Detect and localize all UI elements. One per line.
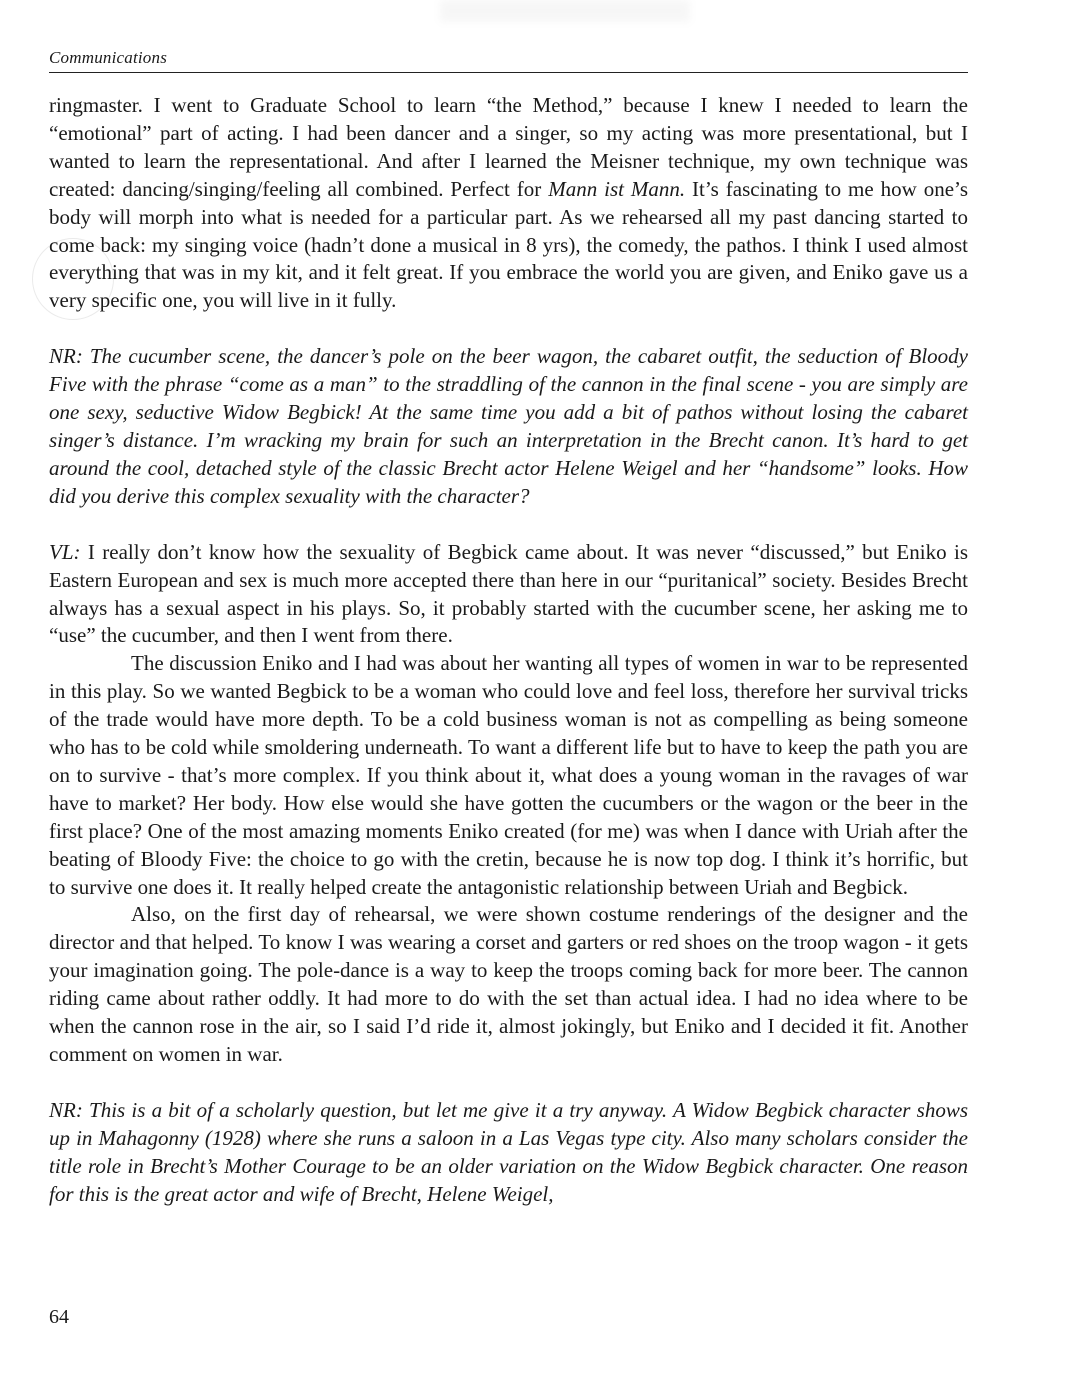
paragraph-spacer	[49, 1069, 968, 1097]
paragraph-answer-continued-2	[49, 901, 968, 1068]
text-run: The discussion Eniko and I had was about her wanting all types of women in war to be represented in this play. So we wanted Begbick to be a woman who could love and feel loss, therefore her survival tricks of the trade would have more depth. To be a cold business woman is not as compelling as being someone who has to be cold while smoldering underneath. To want a different life but to have to keep the path you are on to survive - that’s more complex. If you think about it, what does a young woman in the ravages of war have to market? Her body. How else would she have gotten the cucumbers or the wagon or the beer in the first place? One of the most amazing moments Eniko created (for me) was when I dance with Uriah after the beating of Bloody Five: the choice to go with the cretin, because he is now top dog. I think it’s horrific, but to survive one does it. It really helped create the antagonistic relationship between Uriah and Begbick.	[49, 651, 968, 899]
speaker-label-vl: VL:	[49, 539, 81, 564]
paragraph-question-nr-2	[49, 1097, 968, 1209]
running-header-title: Communications	[49, 48, 168, 67]
paragraph-answer-continued-1	[49, 650, 968, 901]
scan-bleed-through	[440, 0, 690, 22]
paragraph-answer-vl	[49, 539, 968, 651]
play-title-mann-ist-mann: Mann ist Mann.	[548, 176, 686, 201]
text-run: ringmaster. I went to Graduate School to learn “the Method,” because I knew I needed to learn the “emotional” part of acting. I had been dancer and a singer, so my acting was more presentational, but I wanted to learn the representational. And after I learned the Meisner technique, my own technique was created: dancing/singing/feeling all combined. Perfect for	[49, 93, 968, 201]
text-run: It’s fascinating to me how one’s body will morph into what is needed for a particular part. As we rehearsed all my past dancing started to come back: my singing voice (hadn’t done a musical in 8 yrs), the comedy, the pathos. I think I used almost everything that was in my kit, and it felt great. If you embrace the world you are given, and Eniko gave us a very specific one, you will live in it fully.	[49, 176, 969, 313]
paragraph-spacer	[49, 511, 968, 539]
article-body	[49, 92, 968, 1209]
paragraph-question-nr-1	[49, 343, 968, 510]
header-rule	[49, 72, 968, 73]
text-run: Also, on the first day of rehearsal, we were shown costume renderings of the designer and the director and that helped. To know I was wearing a corset and garters or red shoes on the troop wagon - it gets your imagination going. The pole-dance is a way to keep the troops coming back for more beer. The cannon riding came about rather oddly. It had more to do with the set than actual idea. I had no idea where to be when the cannon rose in the air, so I said I’d ride it, almost jokingly, but Eniko and I decided it fit. Another comment on women in war.	[49, 902, 968, 1066]
paragraph-spacer	[49, 315, 968, 343]
text-run: NR: This is a bit of a scholarly question, but let me give it a try anyway. A Widow Begbick character shows up in Mahagonny (1928) where she runs a saloon in a Las Vegas type city. Also many scholars consider the title role in Brecht’s Mother Courage to be an older variation on the Widow Begbick character. One reason for this is the great actor and wife of Brecht, Helene Weigel,	[49, 1097, 968, 1206]
paragraph-answer-1	[49, 92, 968, 315]
text-run: I really don’t know how the sexuality of Begbick came about. It was never “discussed,” but Eniko is Eastern European and sex is much more accepted there than here in our “puritanical” society. Besides Brecht always has a sexual aspect in his plays. So, it probably started with the cucumber scene, her asking me to “use” the cucumber, and then I went from there.	[49, 539, 968, 648]
text-run: NR: The cucumber scene, the dancer’s pole on the beer wagon, the cabaret outfit, the seduction of Bloody Five with the phrase “come as a man” to the straddling of the cannon in the final scene - you are simply are one sexy, seductive Widow Begbick! At the same time you add a bit of pathos without losing the cabaret singer’s distance. I’m wracking my brain for such an interpretation in the Brecht canon. It’s hard to get around the cool, detached style of the classic Brecht actor Helene Weigel and her “handsome” looks. How did you derive this complex sexuality with the character?	[49, 344, 968, 508]
page-number: 64	[49, 1306, 69, 1328]
